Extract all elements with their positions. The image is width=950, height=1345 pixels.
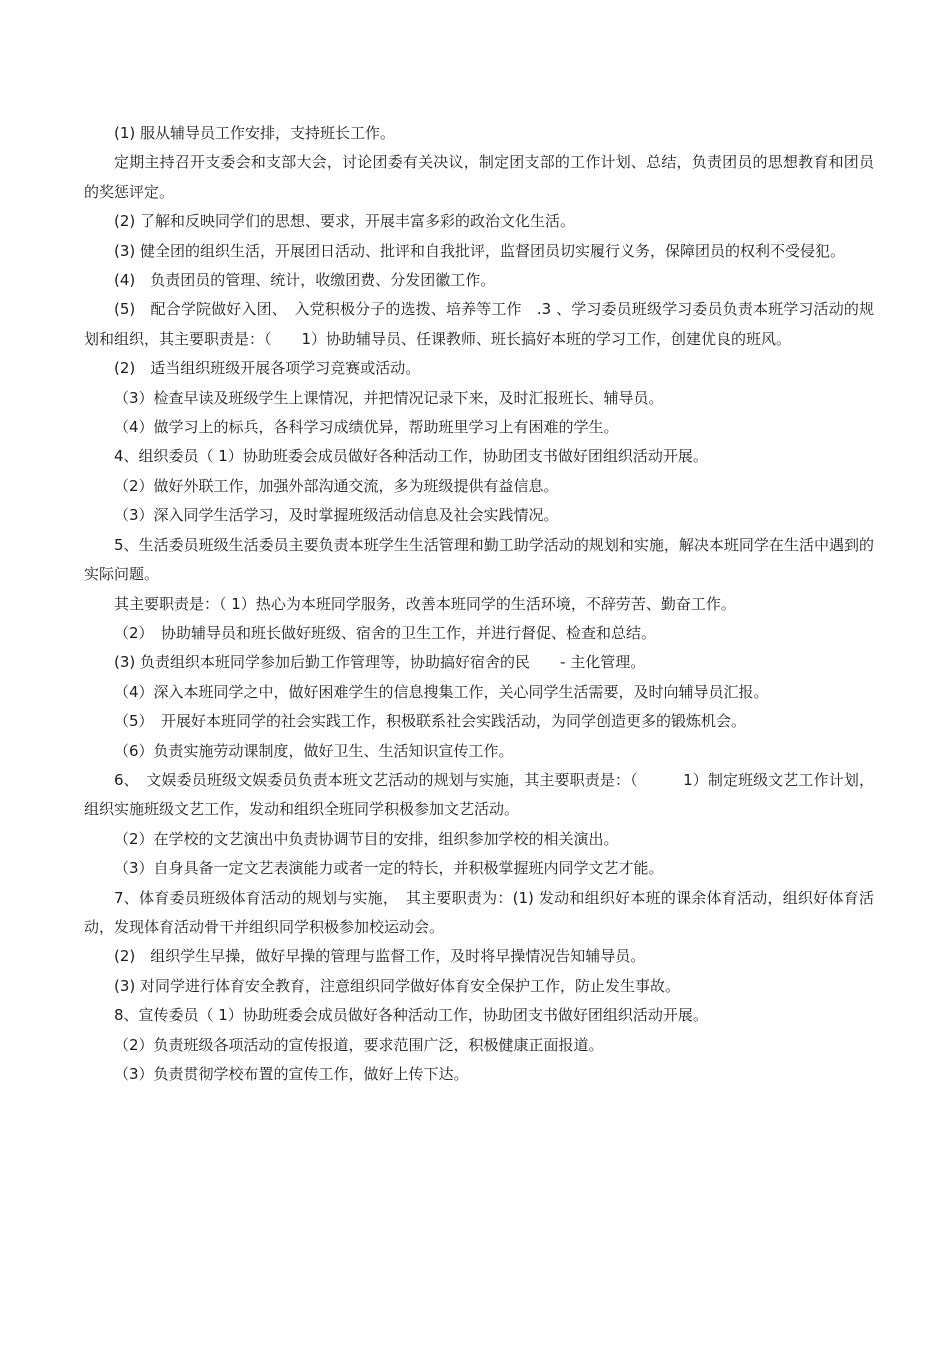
paragraph: (1) 服从辅导员工作安排，支持班长工作。 bbox=[114, 124, 396, 142]
paragraph: （2） 协助辅导员和班长做好班级、宿舍的卫生工作，并进行督促、检查和总结。 bbox=[114, 623, 657, 642]
paragraph: (4) 负责团员的管理、统计，收缴团费、分发团徽工作。 bbox=[114, 271, 496, 290]
paragraph: （6）负责实施劳动课制度，做好卫生、生活知识宣传工作。 bbox=[114, 741, 514, 760]
paragraph: 7、体育委员班级体育活动的规划与实施， 其主要职责为：(1) 发动和组织好本班的课余体育活动，组织好体育活动，发现体育活动骨干并组织同学积极参加校运动会。 bbox=[84, 888, 874, 936]
paragraph: （3）自身具备一定文艺表演能力或者一定的特长，并积极掌握班内同学文艺才能。 bbox=[114, 859, 664, 878]
paragraph: （4）做学习上的标兵，各科学习成绩优异，帮助班里学习上有困难的学生。 bbox=[114, 418, 619, 437]
paragraph: 5、生活委员班级生活委员主要负责本班学生生活管理和勤工助学活动的规划和实施，解决本班同学在生活中遇到的实际问题。 bbox=[84, 535, 874, 584]
paragraph: 6、 文娱委员班级文娱委员负责本班文艺活动的规划与实施，其主要职责是：（ 1）制定班级文艺工作计划，组织实施班级文艺工作，发动和组织全班同学积极参加文艺活动。 bbox=[84, 770, 874, 819]
paragraph: 4、组织委员（ 1）协助班委会成员做好各种活动工作，协助团支书做好团组织活动开展。 bbox=[114, 447, 708, 466]
paragraph: (2) 了解和反映同学们的思想、要求，开展丰富多彩的政治文化生活。 bbox=[114, 212, 576, 231]
paragraph: （2）在学校的文艺演出中负责协调节目的安排，组织参加学校的相关演出。 bbox=[114, 829, 619, 848]
paragraph: 定期主持召开支委会和支部大会，讨论团委有关决议，制定团支部的工作计划、总结，负责团员的思想教育和团员的奖惩评定。 bbox=[84, 153, 874, 201]
paragraph: （3）深入同学生活学习，及时掌握班级活动信息及社会实践情况。 bbox=[114, 506, 559, 525]
paragraph: (2) 组织学生早操，做好早操的管理与监督工作，及时将早操情况告知辅导员。 bbox=[114, 947, 646, 966]
paragraph: 8、宣传委员（ 1）协助班委会成员做好各种活动工作，协助团支书做好团组织活动开展。 bbox=[114, 1006, 708, 1025]
paragraph: (3) 健全团的组织生活，开展团日活动、批评和自我批评，监督团员切实履行义务，保障团员的权利不受侵犯。 bbox=[114, 241, 846, 260]
document-body bbox=[84, 119, 874, 1089]
paragraph: （2）负责班级各项活动的宣传报道，要求范围广泛，积极健康正面报道。 bbox=[114, 1035, 604, 1054]
paragraph: （2）做好外联工作，加强外部沟通交流，多为班级提供有益信息。 bbox=[114, 476, 559, 495]
paragraph: （4）深入本班同学之中，做好困难学生的信息搜集工作，关心同学生活需要，及时向辅导员汇报。 bbox=[114, 682, 769, 701]
paragraph: （5） 开展好本班同学的社会实践工作，积极联系社会实践活动，为同学创造更多的锻炼机会。 bbox=[114, 712, 747, 731]
paragraph: (3) 负责组织本班同学参加后勤工作管理等，协助搞好宿舍的民 - 主化管理。 bbox=[114, 653, 646, 672]
paragraph: 其主要职责是：（ 1）热心为本班同学服务，改善本班同学的生活环境，不辞劳苦、勤奋工作。 bbox=[114, 594, 736, 613]
paragraph: (5) 配合学院做好入团、 入党积极分子的选拨、培养等工作 .3 、学习委员班级学习委员负责本班学习活动的规划和组织，其主要职责是：（ 1）协助辅导员、任课教师、班长搞好本班的学习工作，创建优良的班风。 bbox=[84, 300, 874, 348]
paragraph: （3）检查早读及班级学生上课情况，并把情况记录下来，及时汇报班长、辅导员。 bbox=[114, 388, 664, 407]
paragraph: （3）负责贯彻学校布置的宣传工作，做好上传下达。 bbox=[114, 1065, 469, 1083]
paragraph: (2) 适当组织班级开展各项学习竞赛或活动。 bbox=[114, 359, 421, 378]
paragraph: (3) 对同学进行体育安全教育，注意组织同学做好体育安全保护工作，防止发生事故。 bbox=[114, 976, 681, 995]
